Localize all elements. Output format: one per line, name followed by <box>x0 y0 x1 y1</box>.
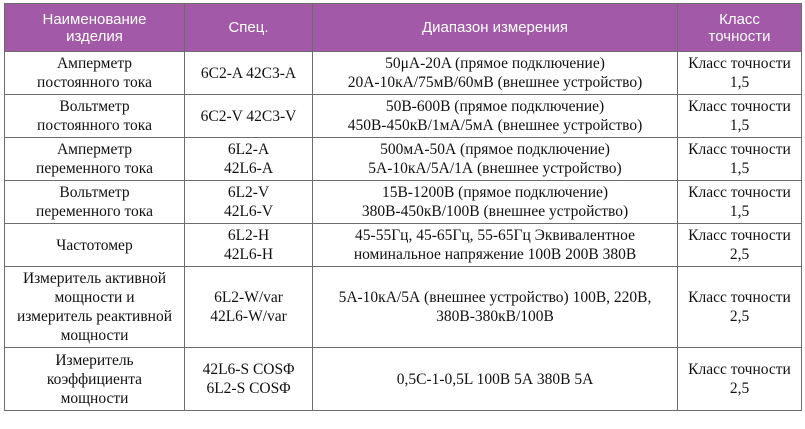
table-row <box>5 267 802 348</box>
cell-spec: 6L2-A 42L6-A <box>185 138 313 181</box>
cell-accuracy-class: Класс точности 2,5 <box>678 348 802 411</box>
header-spec: Спец. <box>185 4 313 52</box>
cell-range: 500мА-50А (прямое подключение) 5А-10кА/5А/1А (внешнее устройство) <box>313 138 678 181</box>
cell-product-name: Вольтметр переменного тока <box>5 181 185 224</box>
cell-range: 50В-600В (прямое подключение) 450В-450кВ/1мА/5мА (внешнее устройство) <box>313 95 678 138</box>
cell-product-name: Частотомер <box>5 224 185 267</box>
cell-spec: 6L2-H 42L6-H <box>185 224 313 267</box>
header-range: Диапазон измерения <box>313 4 678 52</box>
table-row <box>5 181 802 224</box>
cell-spec: 6С2-V 42С3-V <box>185 95 313 138</box>
cell-accuracy-class: Класс точности 2,5 <box>678 267 802 348</box>
cell-product-name: Измеритель коэффициента мощности <box>5 348 185 411</box>
cell-range: 50μA-20A (прямое подключение) 20А-10кА/75мВ/60мВ (внешнее устройство) <box>313 52 678 95</box>
cell-spec: 42L6-S COSΦ 6L2-S COSΦ <box>185 348 313 411</box>
cell-product-name: Амперметр постоянного тока <box>5 52 185 95</box>
cell-accuracy-class: Класс точности 1,5 <box>678 95 802 138</box>
cell-range: 45-55Гц, 45-65Гц, 55-65Гц Эквивалентное номинальное напряжение 100В 200В 380В <box>313 224 678 267</box>
cell-spec: 6L2-W/var 42L6-W/var <box>185 267 313 348</box>
cell-spec: 6С2-A 42С3-A <box>185 52 313 95</box>
cell-accuracy-class: Класс точности 1,5 <box>678 52 802 95</box>
cell-spec: 6L2-V 42L6-V <box>185 181 313 224</box>
cell-range: 15В-1200В (прямое подключение) 380В-450кВ/100В (внешнее устройство) <box>313 181 678 224</box>
cell-accuracy-class: Класс точности 2,5 <box>678 224 802 267</box>
header-row <box>5 4 802 52</box>
spec-table-container <box>4 3 802 411</box>
table-row <box>5 138 802 181</box>
table-row <box>5 52 802 95</box>
table-row <box>5 224 802 267</box>
cell-accuracy-class: Класс точности 1,5 <box>678 138 802 181</box>
table-row <box>5 95 802 138</box>
cell-range: 5А-10кА/5А (внешнее устройство) 100В, 220В, 380В-380кВ/100В <box>313 267 678 348</box>
header-name: Наименование изделия <box>5 4 185 52</box>
cell-product-name: Вольтметр постоянного тока <box>5 95 185 138</box>
cell-range: 0,5С-1-0,5L 100В 5А 380В 5А <box>313 348 678 411</box>
spec-table <box>4 3 802 411</box>
cell-product-name: Измеритель активной мощности и измеритель реактивной мощности <box>5 267 185 348</box>
cell-product-name: Амперметр переменного тока <box>5 138 185 181</box>
table-row <box>5 348 802 411</box>
cell-accuracy-class: Класс точности 1,5 <box>678 181 802 224</box>
header-class: Класс точности <box>678 4 802 52</box>
